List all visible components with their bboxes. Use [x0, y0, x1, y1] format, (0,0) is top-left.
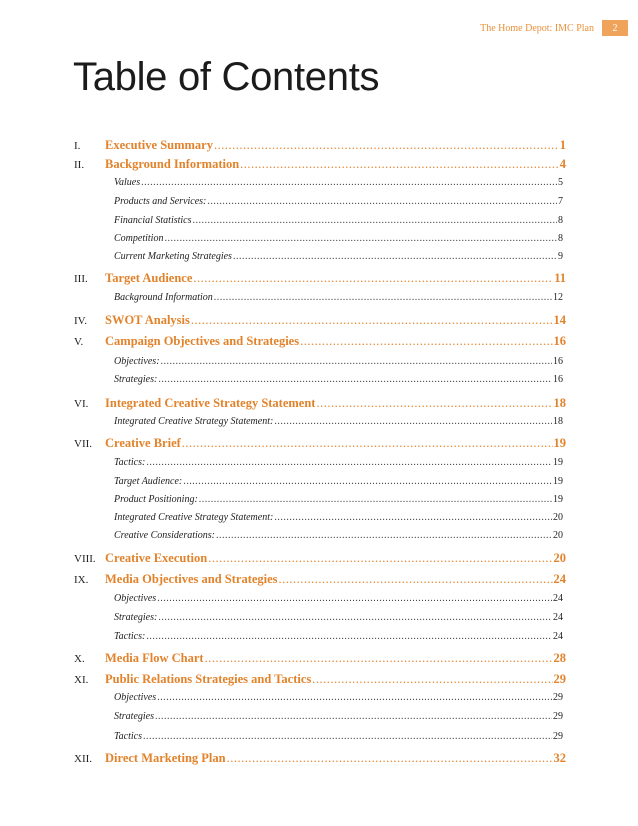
toc-dot-leader — [216, 530, 552, 541]
toc-dot-leader — [214, 138, 559, 153]
toc-subsection-entry[interactable] — [114, 692, 563, 707]
toc-entry-label: Target Audience: — [114, 476, 183, 487]
toc-section-number: II. — [74, 159, 85, 171]
toc-subsection-entry[interactable] — [114, 476, 563, 491]
toc-page-number: 8 — [558, 215, 563, 226]
toc-subsection-entry[interactable] — [114, 233, 563, 248]
toc-page-number: 28 — [553, 651, 566, 665]
toc-entry-label: Strategies: — [114, 374, 158, 385]
toc-entry-label: Product Positioning: — [114, 494, 198, 505]
toc-dot-leader — [316, 396, 552, 411]
toc-subsection-entry[interactable] — [114, 196, 563, 211]
toc-dot-leader — [158, 374, 552, 385]
toc-dot-leader — [161, 356, 552, 367]
toc-section-number: III. — [74, 273, 88, 285]
toc-entry-label: Strategies — [114, 711, 154, 722]
toc-page-number: 19 — [553, 476, 563, 487]
toc-subsection-entry[interactable] — [114, 457, 563, 472]
toc-dot-leader — [191, 313, 553, 328]
toc-section-entry[interactable] — [74, 313, 566, 331]
toc-dot-leader — [240, 157, 559, 172]
toc-section-entry[interactable] — [74, 751, 566, 769]
toc-entry-label: Creative Brief — [105, 436, 181, 450]
toc-entry-label: Background Information — [114, 292, 213, 303]
toc-section-entry[interactable] — [74, 572, 566, 590]
toc-subsection-entry[interactable] — [114, 416, 563, 431]
toc-subsection-entry[interactable] — [114, 494, 563, 509]
toc-page-number: 29 — [553, 672, 566, 686]
toc-page-number: 24 — [553, 593, 563, 604]
toc-subsection-entry[interactable] — [114, 631, 563, 646]
toc-page-number: 32 — [553, 751, 566, 765]
toc-page-number: 9 — [558, 251, 563, 262]
toc-dot-leader — [146, 631, 552, 642]
toc-dot-leader — [233, 251, 557, 262]
toc-entry-label: Objectives — [114, 593, 157, 604]
toc-dot-leader — [199, 494, 552, 505]
toc-dot-leader — [146, 457, 552, 468]
toc-page-number: 18 — [553, 416, 563, 427]
toc-page-number: 19 — [553, 436, 566, 450]
toc-section-number: VII. — [74, 438, 93, 450]
toc-page-number: 5 — [558, 177, 563, 188]
toc-entry-label: Executive Summary — [105, 138, 213, 152]
toc-subsection-entry[interactable] — [114, 374, 563, 389]
toc-section-number: I. — [74, 140, 81, 152]
toc-entry-label: Objectives: — [114, 356, 160, 367]
toc-page-number: 16 — [553, 356, 563, 367]
toc-page-number: 12 — [553, 292, 563, 303]
toc-subsection-entry[interactable] — [114, 292, 563, 307]
toc-section-entry[interactable] — [74, 672, 566, 690]
toc-section-entry[interactable] — [74, 157, 566, 175]
toc-entry-label: Creative Considerations: — [114, 530, 216, 541]
toc-page-number: 1 — [559, 138, 566, 152]
toc-dot-leader — [208, 551, 552, 566]
toc-dot-leader — [157, 692, 552, 703]
toc-entry-label: Objectives — [114, 692, 157, 703]
toc-section-number: V. — [74, 336, 84, 348]
toc-section-entry[interactable] — [74, 436, 566, 454]
toc-entry-label: Integrated Creative Strategy Statement — [105, 396, 316, 410]
toc-entry-label: Media Flow Chart — [105, 651, 204, 665]
toc-page-number: 20 — [553, 512, 563, 523]
toc-dot-leader — [141, 177, 557, 188]
toc-entry-label: Current Marketing Strategies — [114, 251, 232, 262]
toc-section-number: X. — [74, 653, 85, 665]
toc-section-entry[interactable] — [74, 138, 566, 156]
toc-entry-label: Direct Marketing Plan — [105, 751, 226, 765]
toc-dot-leader — [193, 271, 553, 286]
toc-page-number: 29 — [553, 711, 563, 722]
toc-page-number: 29 — [553, 731, 563, 742]
toc-section-entry[interactable] — [74, 551, 566, 569]
toc-section-entry[interactable] — [74, 396, 566, 414]
toc-page-number: 16 — [553, 374, 563, 385]
toc-section-entry[interactable] — [74, 334, 566, 352]
toc-entry-label: Competition — [114, 233, 164, 244]
toc-section-entry[interactable] — [74, 271, 566, 289]
toc-section-number: IX. — [74, 574, 89, 586]
toc-dot-leader — [193, 215, 558, 226]
toc-section-number: XII. — [74, 753, 93, 765]
toc-entry-label: Products and Services: — [114, 196, 207, 207]
toc-dot-leader — [205, 651, 553, 666]
toc-subsection-entry[interactable] — [114, 215, 563, 230]
toc-page-number: 20 — [553, 551, 566, 565]
toc-entry-label: Public Relations Strategies and Tactics — [105, 672, 312, 686]
toc-page-number: 20 — [553, 530, 563, 541]
toc-dot-leader — [214, 292, 552, 303]
toc-subsection-entry[interactable] — [114, 711, 563, 726]
toc-subsection-entry[interactable] — [114, 177, 563, 192]
toc-page-number: 24 — [553, 612, 563, 623]
toc-entry-label: Integrated Creative Strategy Statement: — [114, 416, 274, 427]
toc-page-number: 24 — [553, 572, 566, 586]
toc-page-number: 18 — [553, 396, 566, 410]
toc-subsection-entry[interactable] — [114, 593, 563, 608]
toc-entry-label: Tactics: — [114, 631, 146, 642]
toc-entry-label: Values — [114, 177, 141, 188]
toc-page-number: 11 — [554, 271, 566, 285]
toc-entry-label: Background Information — [105, 157, 240, 171]
toc-page-number: 14 — [553, 313, 566, 327]
toc-subsection-entry[interactable] — [114, 731, 563, 746]
header-page-number: 2 — [602, 20, 628, 36]
toc-entry-label: Financial Statistics — [114, 215, 192, 226]
toc-dot-leader — [157, 593, 552, 604]
header-title: The Home Depot: IMC Plan — [480, 22, 594, 34]
toc-section-number: VI. — [74, 398, 89, 410]
toc-section-number: IV. — [74, 315, 87, 327]
toc-section-number: VIII. — [74, 553, 96, 565]
toc-entry-label: Campaign Objectives and Strategies — [105, 334, 300, 348]
toc-subsection-entry[interactable] — [114, 512, 563, 527]
toc-dot-leader — [227, 751, 553, 766]
toc-dot-leader — [312, 672, 552, 687]
toc-entry-label: SWOT Analysis — [105, 313, 190, 327]
toc-subsection-entry[interactable] — [114, 251, 563, 266]
toc-dot-leader — [155, 711, 552, 722]
toc-dot-leader — [279, 572, 553, 587]
toc-page-number: 7 — [558, 196, 563, 207]
toc-dot-leader — [183, 476, 552, 487]
toc-entry-label: Strategies: — [114, 612, 158, 623]
toc-entry-label: Integrated Creative Strategy Statement: — [114, 512, 274, 523]
toc-entry-label: Tactics — [114, 731, 142, 742]
toc-entry-label: Media Objectives and Strategies — [105, 572, 278, 586]
toc-dot-leader — [274, 512, 552, 523]
toc-page-number: 8 — [558, 233, 563, 244]
page-title: Table of Contents — [73, 55, 380, 99]
toc-entry-label: Creative Execution — [105, 551, 208, 565]
toc-dot-leader — [164, 233, 557, 244]
toc-page-number: 19 — [553, 494, 563, 505]
toc-subsection-entry[interactable] — [114, 356, 563, 371]
toc-page-number: 4 — [559, 157, 566, 171]
toc-page-number: 24 — [553, 631, 563, 642]
toc-dot-leader — [158, 612, 552, 623]
toc-dot-leader — [274, 416, 552, 427]
toc-entry-label: Target Audience — [105, 271, 193, 285]
toc-page-number: 19 — [553, 457, 563, 468]
toc-dot-leader — [207, 196, 557, 207]
toc-page-number: 16 — [553, 334, 566, 348]
toc-section-entry[interactable] — [74, 651, 566, 669]
toc-dot-leader — [143, 731, 552, 742]
toc-dot-leader — [182, 436, 553, 451]
toc-entry-label: Tactics: — [114, 457, 146, 468]
toc-page-number: 29 — [553, 692, 563, 703]
toc-dot-leader — [300, 334, 552, 349]
toc-subsection-entry[interactable] — [114, 612, 563, 627]
toc-subsection-entry[interactable] — [114, 530, 563, 545]
toc-section-number: XI. — [74, 674, 89, 686]
